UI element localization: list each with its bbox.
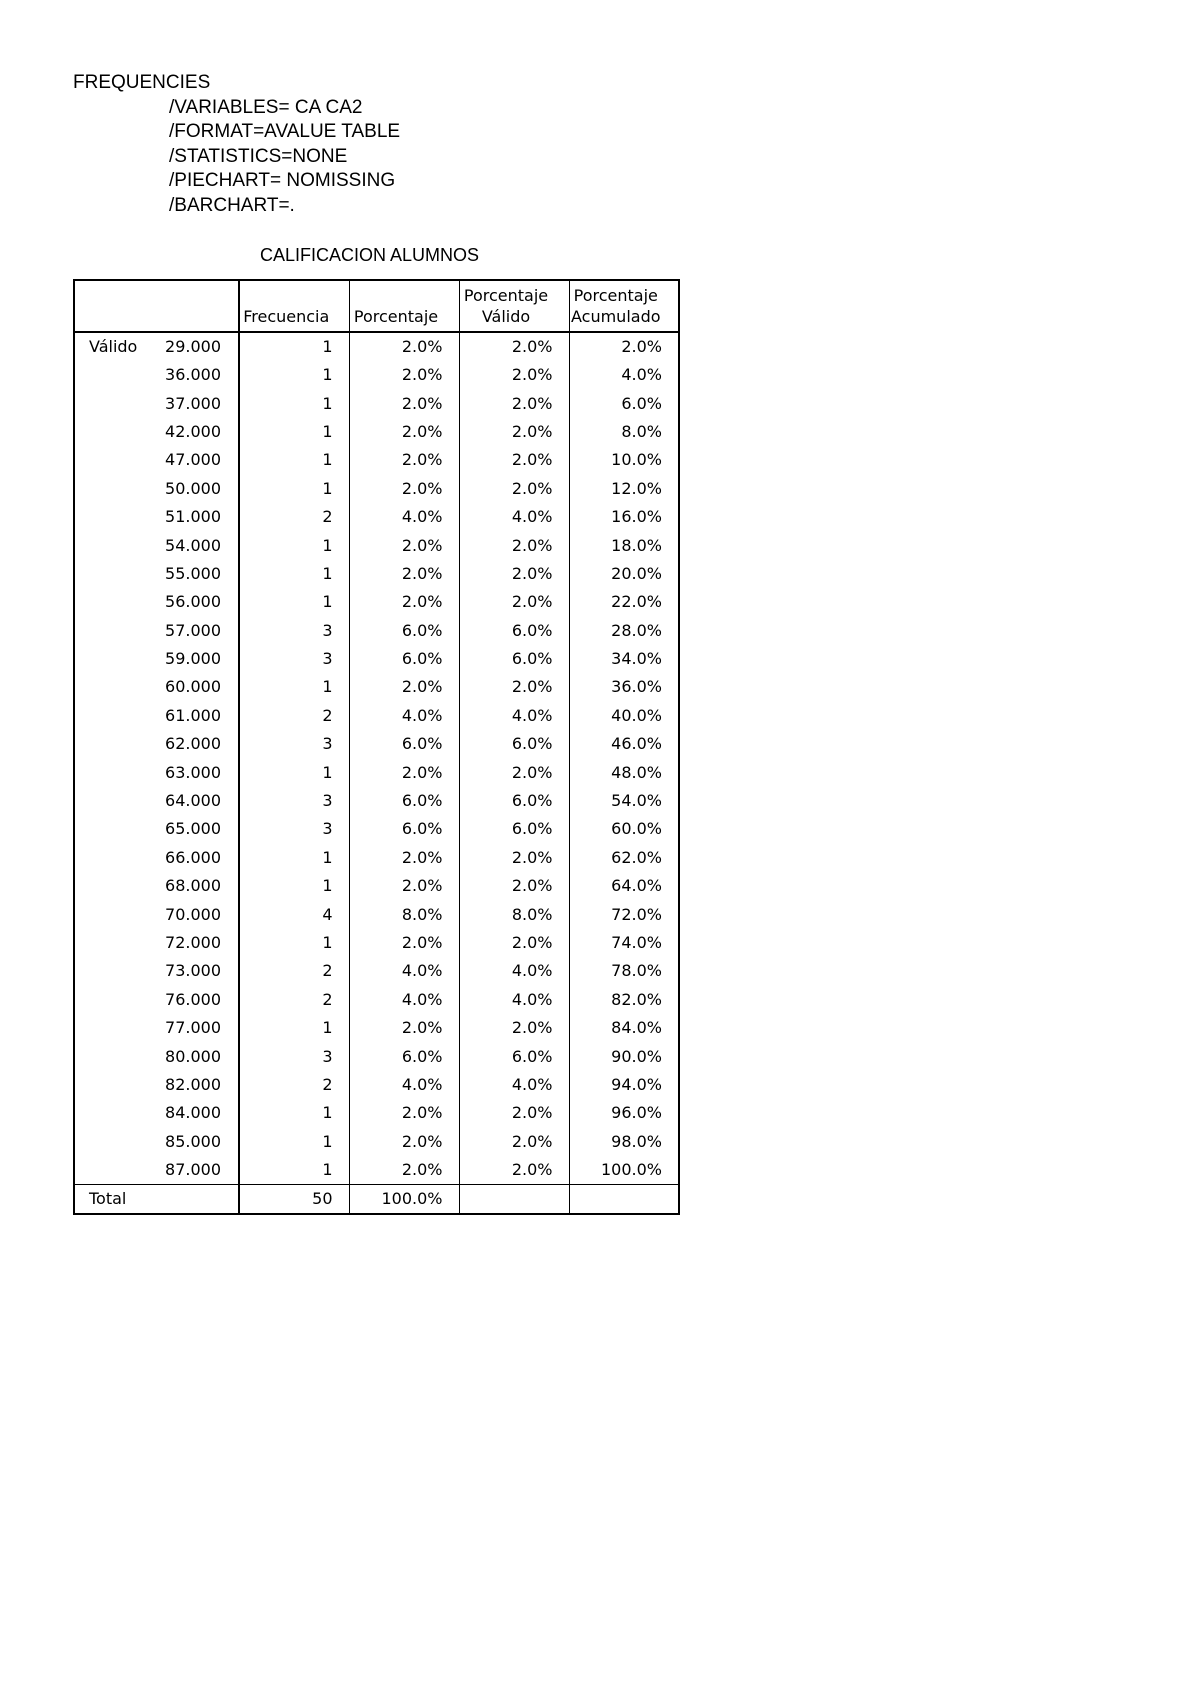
row-value: 80.000 xyxy=(152,1042,239,1070)
cell-porcentaje: 2.0% xyxy=(349,418,459,446)
cell-porcentaje: 8.0% xyxy=(349,900,459,928)
cell-porcentaje-acumulado: 36.0% xyxy=(569,673,679,701)
table-row xyxy=(74,730,679,758)
cell-porcentaje-acumulado: 20.0% xyxy=(569,560,679,588)
cell-porcentaje: 2.0% xyxy=(349,475,459,503)
cell-frecuencia: 4 xyxy=(239,900,349,928)
cell-porcentaje-valido: 2.0% xyxy=(459,475,569,503)
cell-porcentaje: 2.0% xyxy=(349,929,459,957)
cell-porcentaje: 6.0% xyxy=(349,787,459,815)
header-blank xyxy=(74,280,152,332)
cell-porcentaje-acumulado: 22.0% xyxy=(569,588,679,616)
total-label: Total xyxy=(74,1184,152,1214)
row-value: 29.000 xyxy=(152,332,239,361)
table-row xyxy=(74,872,679,900)
cell-porcentaje-acumulado: 94.0% xyxy=(569,1071,679,1099)
table-row xyxy=(74,475,679,503)
cell-porcentaje-valido: 6.0% xyxy=(459,787,569,815)
cell-porcentaje: 2.0% xyxy=(349,332,459,361)
row-value: 61.000 xyxy=(152,702,239,730)
cell-frecuencia: 1 xyxy=(239,758,349,786)
cell-porcentaje: 2.0% xyxy=(349,560,459,588)
cell-porcentaje-valido: 2.0% xyxy=(459,588,569,616)
cell-frecuencia: 1 xyxy=(239,389,349,417)
table-row xyxy=(74,1099,679,1127)
cell-porcentaje: 2.0% xyxy=(349,389,459,417)
table-row xyxy=(74,929,679,957)
row-value: 84.000 xyxy=(152,1099,239,1127)
cell-frecuencia: 1 xyxy=(239,844,349,872)
cell-porcentaje-acumulado: 34.0% xyxy=(569,645,679,673)
table-row xyxy=(74,446,679,474)
cell-frecuencia: 2 xyxy=(239,1071,349,1099)
cell-frecuencia: 1 xyxy=(239,929,349,957)
header-porcentaje xyxy=(349,280,459,332)
cell-porcentaje-valido: 4.0% xyxy=(459,986,569,1014)
row-group-label xyxy=(74,730,152,758)
syntax-line: /STATISTICS=NONE xyxy=(169,145,348,167)
cell-porcentaje-acumulado: 74.0% xyxy=(569,929,679,957)
total-row xyxy=(74,1184,679,1214)
row-group-label xyxy=(74,617,152,645)
row-group-label xyxy=(74,844,152,872)
cell-porcentaje-valido: 6.0% xyxy=(459,645,569,673)
cell-frecuencia: 1 xyxy=(239,418,349,446)
cell-porcentaje-acumulado: 16.0% xyxy=(569,503,679,531)
cell-frecuencia: 2 xyxy=(239,986,349,1014)
cell-porcentaje: 6.0% xyxy=(349,1042,459,1070)
table-row xyxy=(74,1071,679,1099)
cell-frecuencia: 2 xyxy=(239,702,349,730)
cell-frecuencia: 1 xyxy=(239,446,349,474)
cell-porcentaje: 6.0% xyxy=(349,645,459,673)
cell-porcentaje-acumulado: 96.0% xyxy=(569,1099,679,1127)
cell-porcentaje-valido: 2.0% xyxy=(459,844,569,872)
row-group-label xyxy=(74,872,152,900)
cell-porcentaje: 2.0% xyxy=(349,1099,459,1127)
row-value: 72.000 xyxy=(152,929,239,957)
cell-porcentaje-valido: 2.0% xyxy=(459,446,569,474)
cell-porcentaje-acumulado: 6.0% xyxy=(569,389,679,417)
cell-porcentaje-valido: 6.0% xyxy=(459,617,569,645)
row-value: 62.000 xyxy=(152,730,239,758)
row-value: 59.000 xyxy=(152,645,239,673)
table-row xyxy=(74,389,679,417)
cell-frecuencia: 1 xyxy=(239,332,349,361)
row-value: 56.000 xyxy=(152,588,239,616)
cell-porcentaje: 6.0% xyxy=(349,815,459,843)
cell-porcentaje: 2.0% xyxy=(349,844,459,872)
table-row xyxy=(74,1042,679,1070)
cell-porcentaje-acumulado: 60.0% xyxy=(569,815,679,843)
cell-porcentaje-valido: 2.0% xyxy=(459,929,569,957)
row-group-label xyxy=(74,475,152,503)
cell-porcentaje: 6.0% xyxy=(349,730,459,758)
table-title: CALIFICACION ALUMNOS xyxy=(260,245,480,265)
row-group-label xyxy=(74,702,152,730)
cell-porcentaje-acumulado: 82.0% xyxy=(569,986,679,1014)
cell-porcentaje-acumulado: 2.0% xyxy=(569,332,679,361)
row-value: 51.000 xyxy=(152,503,239,531)
cell-porcentaje-valido: 4.0% xyxy=(459,957,569,985)
cell-porcentaje-acumulado: 40.0% xyxy=(569,702,679,730)
total-frecuencia: 50 xyxy=(239,1184,349,1214)
header-blank xyxy=(152,280,239,332)
cell-frecuencia: 1 xyxy=(239,361,349,389)
syntax-line: /PIECHART= NOMISSING xyxy=(169,170,396,192)
table-row xyxy=(74,815,679,843)
row-value: 55.000 xyxy=(152,560,239,588)
row-value: 42.000 xyxy=(152,418,239,446)
table-body xyxy=(74,332,679,1214)
table-row xyxy=(74,418,679,446)
cell-porcentaje: 2.0% xyxy=(349,588,459,616)
cell-porcentaje-valido: 2.0% xyxy=(459,361,569,389)
row-group-label xyxy=(74,1014,152,1042)
row-group-label xyxy=(74,645,152,673)
header-line: Porcentaje xyxy=(573,286,658,305)
syntax-line: /BARCHART=. xyxy=(169,194,295,216)
table-row xyxy=(74,332,679,361)
cell-porcentaje-acumulado: 46.0% xyxy=(569,730,679,758)
row-group-label xyxy=(74,1156,152,1185)
row-value: 73.000 xyxy=(152,957,239,985)
cell-frecuencia: 3 xyxy=(239,645,349,673)
table-row xyxy=(74,758,679,786)
cell-frecuencia: 2 xyxy=(239,957,349,985)
cell-porcentaje-valido: 4.0% xyxy=(459,503,569,531)
cell-porcentaje-acumulado: 12.0% xyxy=(569,475,679,503)
cell-frecuencia: 1 xyxy=(239,673,349,701)
header-frecuencia xyxy=(239,280,349,332)
cell-porcentaje-valido: 2.0% xyxy=(459,418,569,446)
cell-porcentaje-valido: 6.0% xyxy=(459,730,569,758)
syntax-command: FREQUENCIES xyxy=(73,72,211,93)
header-line: Acumulado xyxy=(570,307,661,326)
cell-porcentaje: 4.0% xyxy=(349,1071,459,1099)
row-value: 68.000 xyxy=(152,872,239,900)
row-group-label xyxy=(74,560,152,588)
cell-frecuencia: 1 xyxy=(239,588,349,616)
row-value: 64.000 xyxy=(152,787,239,815)
cell-frecuencia: 3 xyxy=(239,617,349,645)
row-value: 47.000 xyxy=(152,446,239,474)
cell-porcentaje: 2.0% xyxy=(349,673,459,701)
table-row xyxy=(74,986,679,1014)
table-row xyxy=(74,900,679,928)
cell-frecuencia: 2 xyxy=(239,503,349,531)
cell-porcentaje-valido: 4.0% xyxy=(459,1071,569,1099)
cell-frecuencia: 1 xyxy=(239,1156,349,1185)
row-group-label xyxy=(74,986,152,1014)
frequency-table xyxy=(73,279,680,1215)
row-group-label xyxy=(74,929,152,957)
row-value: 57.000 xyxy=(152,617,239,645)
cell-frecuencia: 1 xyxy=(239,1014,349,1042)
row-value: 63.000 xyxy=(152,758,239,786)
cell-porcentaje-valido: 4.0% xyxy=(459,702,569,730)
cell-frecuencia: 3 xyxy=(239,787,349,815)
row-value: 36.000 xyxy=(152,361,239,389)
table-row xyxy=(74,531,679,559)
cell-porcentaje-valido: 2.0% xyxy=(459,872,569,900)
cell-porcentaje-valido: 6.0% xyxy=(459,815,569,843)
cell-porcentaje: 4.0% xyxy=(349,702,459,730)
row-value: 70.000 xyxy=(152,900,239,928)
syntax-line: /FORMAT=AVALUE TABLE xyxy=(169,121,401,143)
cell-porcentaje-valido: 2.0% xyxy=(459,332,569,361)
cell-porcentaje: 2.0% xyxy=(349,1014,459,1042)
cell-frecuencia: 3 xyxy=(239,1042,349,1070)
table-row xyxy=(74,673,679,701)
cell-porcentaje: 2.0% xyxy=(349,531,459,559)
cell-porcentaje-acumulado: 8.0% xyxy=(569,418,679,446)
cell-porcentaje: 2.0% xyxy=(349,361,459,389)
cell-porcentaje-valido: 8.0% xyxy=(459,900,569,928)
total-porcentaje: 100.0% xyxy=(349,1184,459,1214)
table-row xyxy=(74,588,679,616)
cell-porcentaje: 4.0% xyxy=(349,957,459,985)
cell-porcentaje-acumulado: 98.0% xyxy=(569,1128,679,1156)
row-group-label xyxy=(74,361,152,389)
cell-porcentaje-acumulado: 64.0% xyxy=(569,872,679,900)
row-value: 50.000 xyxy=(152,475,239,503)
cell-porcentaje-valido: 2.0% xyxy=(459,758,569,786)
table-row xyxy=(74,645,679,673)
cell-porcentaje-valido: 2.0% xyxy=(459,1014,569,1042)
header-line: Porcentaje xyxy=(463,286,549,305)
table-row xyxy=(74,787,679,815)
cell-porcentaje: 2.0% xyxy=(349,1156,459,1185)
cell-porcentaje: 6.0% xyxy=(349,617,459,645)
syntax-line: /VARIABLES= CA CA2 xyxy=(169,96,363,118)
cell-frecuencia: 1 xyxy=(239,1128,349,1156)
header-porcentaje-label: Porcentaje xyxy=(353,307,439,326)
cell-porcentaje-acumulado: 4.0% xyxy=(569,361,679,389)
cell-frecuencia: 3 xyxy=(239,730,349,758)
cell-porcentaje-acumulado: 10.0% xyxy=(569,446,679,474)
row-group-label: Válido xyxy=(74,332,152,361)
cell-porcentaje: 2.0% xyxy=(349,1128,459,1156)
cell-porcentaje-valido: 2.0% xyxy=(459,560,569,588)
table-header-row xyxy=(74,280,679,332)
row-group-label xyxy=(74,588,152,616)
header-line: Válido xyxy=(481,307,531,326)
table-row xyxy=(74,617,679,645)
cell-frecuencia: 1 xyxy=(239,475,349,503)
cell-porcentaje: 4.0% xyxy=(349,503,459,531)
cell-porcentaje: 2.0% xyxy=(349,872,459,900)
cell-porcentaje-valido: 2.0% xyxy=(459,531,569,559)
row-group-label xyxy=(74,446,152,474)
row-group-label xyxy=(74,815,152,843)
table-row xyxy=(74,1128,679,1156)
cell-porcentaje-acumulado: 28.0% xyxy=(569,617,679,645)
header-frecuencia-label: Frecuencia xyxy=(243,307,330,326)
cell-porcentaje-valido: 6.0% xyxy=(459,1042,569,1070)
row-group-label xyxy=(74,418,152,446)
table-row xyxy=(74,844,679,872)
row-group-label xyxy=(74,389,152,417)
header-porcentaje-valido xyxy=(459,280,569,332)
row-value: 76.000 xyxy=(152,986,239,1014)
table-row xyxy=(74,702,679,730)
header-porcentaje-acumulado xyxy=(569,280,679,332)
syntax-block xyxy=(73,71,400,219)
cell-porcentaje-acumulado: 100.0% xyxy=(569,1156,679,1185)
row-value: 77.000 xyxy=(152,1014,239,1042)
row-value: 66.000 xyxy=(152,844,239,872)
cell-porcentaje-acumulado: 78.0% xyxy=(569,957,679,985)
cell-porcentaje-valido: 2.0% xyxy=(459,673,569,701)
cell-porcentaje: 2.0% xyxy=(349,758,459,786)
cell-porcentaje-acumulado: 18.0% xyxy=(569,531,679,559)
row-group-label xyxy=(74,900,152,928)
total-porcentaje-acumulado xyxy=(569,1184,679,1214)
row-value: 37.000 xyxy=(152,389,239,417)
row-value: 87.000 xyxy=(152,1156,239,1185)
cell-frecuencia: 1 xyxy=(239,872,349,900)
row-group-label xyxy=(74,1042,152,1070)
total-blank xyxy=(152,1184,239,1214)
row-value: 82.000 xyxy=(152,1071,239,1099)
cell-porcentaje: 4.0% xyxy=(349,986,459,1014)
table-row xyxy=(74,503,679,531)
table-row xyxy=(74,1156,679,1185)
cell-porcentaje-acumulado: 72.0% xyxy=(569,900,679,928)
cell-porcentaje-acumulado: 90.0% xyxy=(569,1042,679,1070)
row-value: 85.000 xyxy=(152,1128,239,1156)
cell-porcentaje-valido: 2.0% xyxy=(459,1128,569,1156)
row-group-label xyxy=(74,957,152,985)
cell-porcentaje-valido: 2.0% xyxy=(459,1156,569,1185)
row-group-label xyxy=(74,758,152,786)
row-value: 54.000 xyxy=(152,531,239,559)
cell-porcentaje-acumulado: 54.0% xyxy=(569,787,679,815)
cell-porcentaje-acumulado: 48.0% xyxy=(569,758,679,786)
row-value: 65.000 xyxy=(152,815,239,843)
table-row xyxy=(74,1014,679,1042)
row-group-label xyxy=(74,531,152,559)
row-group-label xyxy=(74,1099,152,1127)
row-group-label xyxy=(74,787,152,815)
cell-porcentaje-acumulado: 62.0% xyxy=(569,844,679,872)
total-porcentaje-valido xyxy=(459,1184,569,1214)
row-group-label xyxy=(74,503,152,531)
cell-frecuencia: 1 xyxy=(239,560,349,588)
row-group-label xyxy=(74,1071,152,1099)
row-group-label xyxy=(74,673,152,701)
table-row xyxy=(74,957,679,985)
cell-frecuencia: 1 xyxy=(239,531,349,559)
table-row xyxy=(74,560,679,588)
cell-frecuencia: 1 xyxy=(239,1099,349,1127)
cell-porcentaje-valido: 2.0% xyxy=(459,389,569,417)
cell-porcentaje-valido: 2.0% xyxy=(459,1099,569,1127)
table-row xyxy=(74,361,679,389)
row-group-label xyxy=(74,1128,152,1156)
cell-frecuencia: 3 xyxy=(239,815,349,843)
cell-porcentaje-acumulado: 84.0% xyxy=(569,1014,679,1042)
cell-porcentaje: 2.0% xyxy=(349,446,459,474)
row-value: 60.000 xyxy=(152,673,239,701)
